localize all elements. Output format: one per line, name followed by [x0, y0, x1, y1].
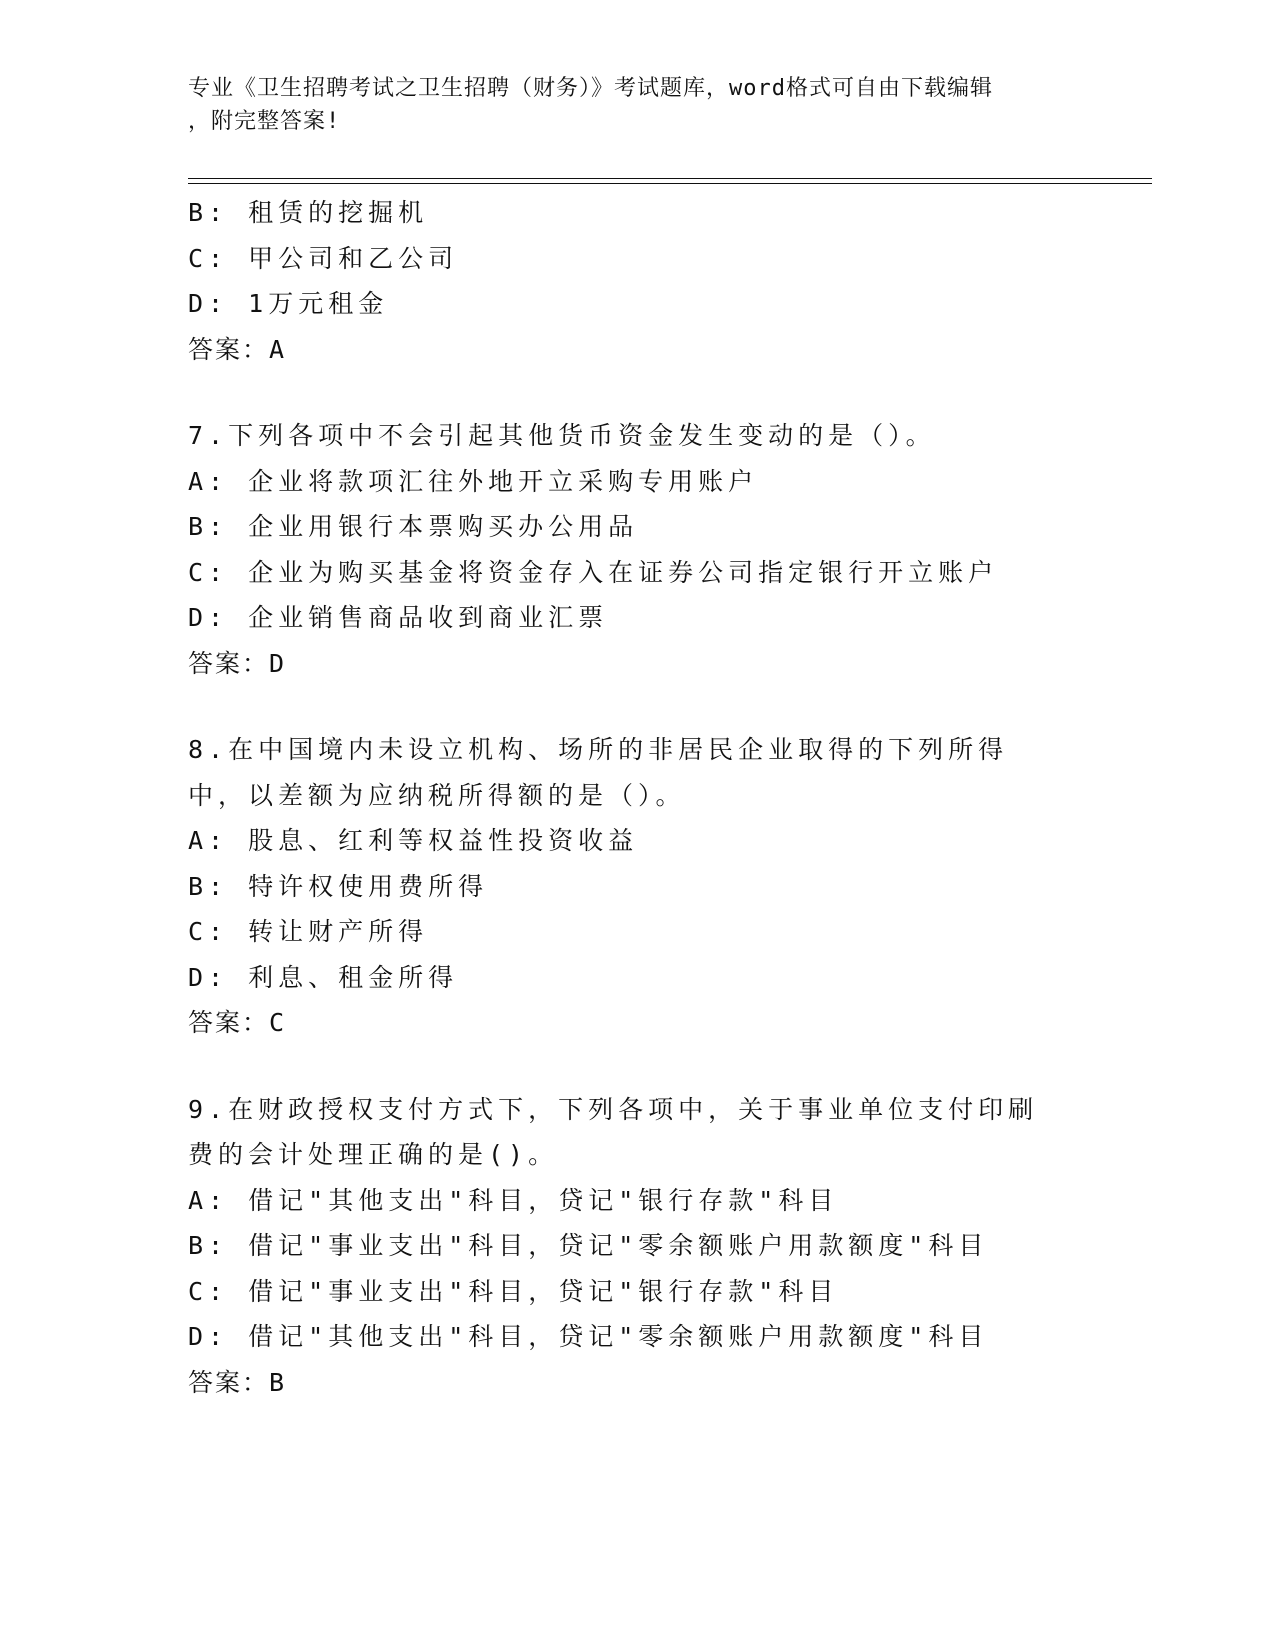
option-c: C: 借记"事业支出"科目，贷记"银行存款"科目	[188, 1276, 839, 1306]
question-block-7	[188, 413, 1088, 686]
option-c: C: 转让财产所得	[188, 917, 429, 946]
question-stem: 9.在财政授权支付方式下，下列各项中，关于事业单位支付印刷费的会计处理正确的是()。	[188, 1094, 1039, 1169]
option-b: B: 特许权使用费所得	[188, 871, 489, 901]
header-line-2: ，附完整答案!	[188, 109, 341, 134]
spacer	[188, 686, 1088, 727]
header-divider-bottom	[188, 183, 1152, 184]
header-divider-top	[188, 178, 1152, 179]
answer-line: 答案：D	[188, 648, 287, 678]
option-c: C: 甲公司和乙公司	[188, 243, 459, 273]
answer-line: 答案：A	[188, 334, 287, 364]
option-a: A: 借记"其他支出"科目，贷记"银行存款"科目	[188, 1185, 839, 1215]
spacer	[188, 1046, 1088, 1087]
option-b: B: 租赁的挖掘机	[188, 198, 429, 227]
option-b: B: 企业用银行本票购买办公用品	[188, 512, 639, 541]
question-block-9	[188, 1087, 1088, 1406]
option-a: A: 企业将款项汇往外地开立采购专用账户	[188, 466, 759, 496]
header-line-1: 专业《卫生招聘考试之卫生招聘（财务）》考试题库，word格式可自由下载编辑	[188, 76, 993, 101]
spacer	[188, 372, 1088, 413]
question-stem: 8.在中国境内未设立机构、场所的非居民企业取得的下列所得中，以差额为应纳税所得额的是（）。	[188, 735, 1009, 810]
option-d: D: 1万元租金	[188, 289, 389, 318]
question-stem: 7.下列各项中不会引起其他货币资金发生变动的是（）。	[188, 421, 936, 450]
option-a: A: 股息、红利等权益性投资收益	[188, 826, 639, 855]
option-d: D: 利息、租金所得	[188, 962, 459, 992]
answer-line: 答案：C	[188, 1008, 287, 1037]
answer-line: 答案：B	[188, 1367, 287, 1397]
document-header	[188, 72, 1068, 138]
option-c: C: 企业为购买基金将资金存入在证券公司指定银行开立账户	[188, 557, 999, 587]
option-b: B: 借记"事业支出"科目，贷记"零余额账户用款额度"科目	[188, 1231, 989, 1260]
option-d: D: 借记"其他支出"科目，贷记"零余额账户用款额度"科目	[188, 1322, 989, 1351]
question-block-6	[188, 190, 1088, 372]
question-block-8	[188, 727, 1088, 1046]
question-list	[188, 190, 1088, 1405]
option-d: D: 企业销售商品收到商业汇票	[188, 603, 609, 632]
